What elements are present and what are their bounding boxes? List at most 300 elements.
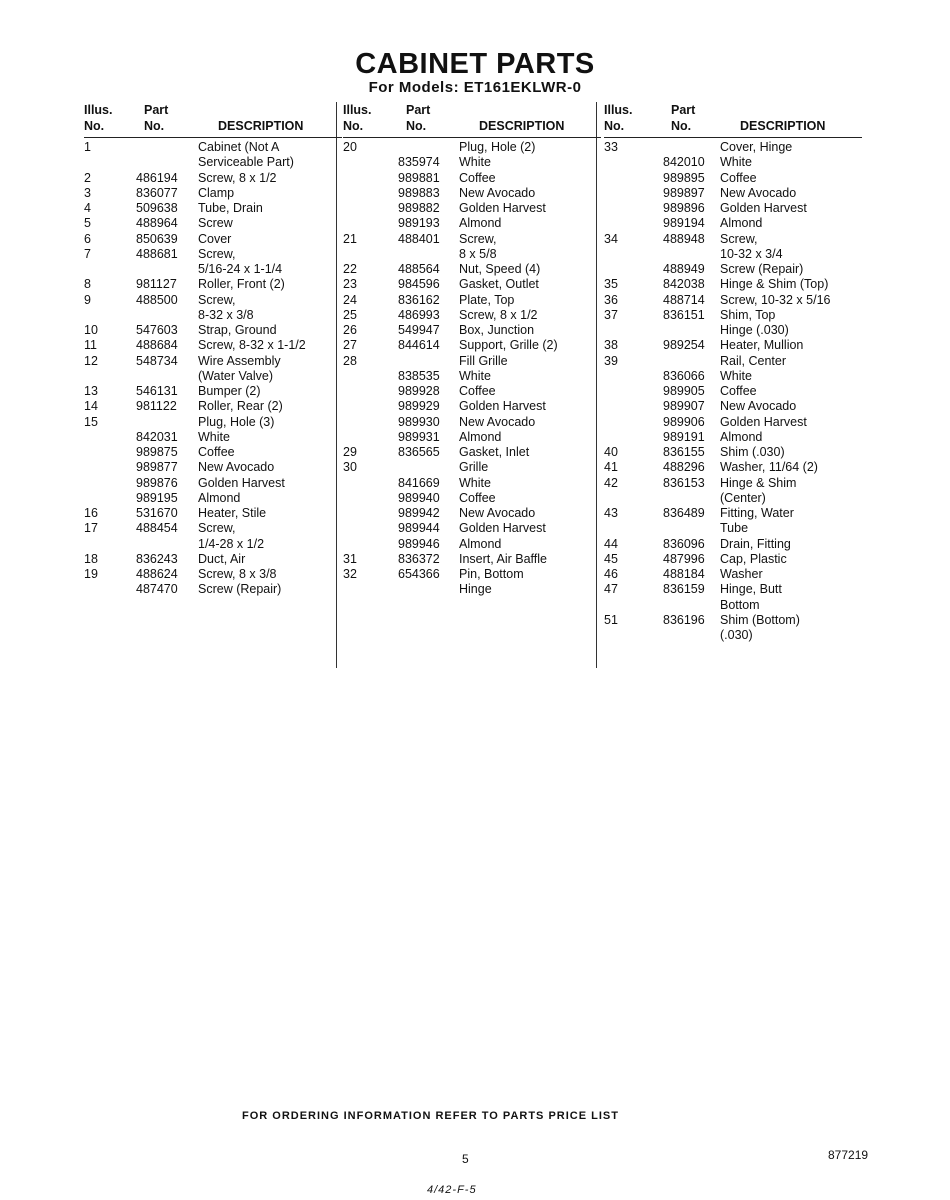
part-description: New Avocado [720, 185, 797, 200]
part-description: Clamp [198, 185, 235, 200]
parts-row [604, 262, 862, 277]
parts-row [604, 277, 862, 292]
parts-row [343, 293, 601, 308]
part-number: 836196 [663, 612, 705, 627]
part-number: 488500 [136, 292, 178, 307]
part-header-no: No. [406, 119, 427, 133]
part-number: 989896 [663, 201, 705, 215]
illus-number: 3 [84, 185, 91, 200]
illus-number: 2 [84, 170, 91, 185]
part-number: 989905 [663, 384, 705, 398]
part-header-no: No. [144, 119, 165, 133]
parts-row [84, 171, 342, 186]
part-number: 989193 [398, 216, 440, 231]
part-description: Nut, Speed (4) [459, 262, 541, 276]
illus-number: 30 [343, 460, 357, 475]
part-description: White [720, 155, 752, 170]
part-description: Almond [720, 216, 763, 231]
part-number: 838535 [398, 368, 440, 383]
part-description: Screw, 8-32 x 1-1/2 [198, 338, 306, 353]
illus-number: 14 [84, 399, 98, 414]
illus-number: 41 [604, 460, 618, 475]
illus-number: 32 [343, 567, 357, 581]
parts-row [343, 262, 601, 277]
part-description: (.030) [720, 628, 753, 642]
part-number: 836096 [663, 536, 705, 551]
part-description: New Avocado [720, 399, 797, 414]
part-description: Coffee [720, 170, 757, 185]
part-number: 989876 [136, 475, 178, 490]
parts-row [604, 537, 862, 552]
part-description: Drain, Fitting [720, 536, 791, 551]
illus-number: 45 [604, 551, 618, 566]
part-header: Part [671, 103, 696, 117]
parts-row [84, 521, 342, 536]
parts-row [604, 415, 862, 430]
part-number: 488184 [663, 567, 705, 581]
part-number: 989946 [398, 536, 440, 551]
document-number: 877219 [828, 1148, 869, 1162]
parts-row [84, 216, 342, 231]
illus-number: 31 [343, 551, 357, 566]
parts-row [604, 582, 862, 597]
part-number: 509638 [136, 201, 178, 215]
column-header [604, 103, 862, 138]
illus-number: 39 [604, 353, 618, 368]
column-header [84, 103, 342, 138]
description-header: DESCRIPTION [479, 119, 565, 133]
parts-row [343, 247, 601, 262]
parts-row [343, 537, 601, 552]
illus-number: 38 [604, 338, 618, 353]
part-description: 1/4-28 x 1/2 [198, 536, 265, 551]
part-description: Coffee [459, 384, 496, 398]
illus-number: 51 [604, 612, 618, 627]
parts-row [604, 598, 862, 613]
part-description: Cover, Hinge [720, 140, 793, 154]
parts-row [343, 552, 601, 567]
part-number: 488714 [663, 292, 705, 307]
illus-header: Illus. [604, 103, 633, 117]
part-number: 989882 [398, 201, 440, 215]
parts-row [343, 460, 601, 475]
part-number: 488964 [136, 216, 178, 231]
part-description: Hinge, Butt [720, 582, 782, 597]
parts-row [604, 247, 862, 262]
page-title: CABINET PARTS [355, 48, 595, 80]
part-number: 850639 [136, 231, 178, 246]
part-number: 989940 [398, 490, 440, 505]
parts-row [343, 171, 601, 186]
parts-row [343, 232, 601, 247]
part-description: White [459, 155, 491, 170]
part-description: 8-32 x 3/8 [198, 307, 254, 322]
parts-row [84, 262, 342, 277]
part-description: Cap, Plastic [720, 551, 787, 566]
part-description: (Water Valve) [198, 368, 274, 383]
parts-row [84, 506, 342, 521]
parts-row [604, 293, 862, 308]
parts-row [343, 323, 601, 338]
part-number: 989875 [136, 445, 178, 459]
part-description: Screw, 8 x 3/8 [198, 567, 277, 581]
part-number: 836243 [136, 551, 178, 566]
part-description: Golden Harvest [459, 521, 546, 536]
part-header: Part [144, 103, 169, 117]
part-number: 549947 [398, 323, 440, 337]
part-description: Shim, Top [720, 307, 776, 322]
part-number: 842031 [136, 429, 178, 444]
parts-row [84, 491, 342, 506]
part-description: Gasket, Outlet [459, 277, 539, 292]
part-number: 989881 [398, 170, 440, 185]
illus-number: 12 [84, 353, 98, 368]
parts-row [84, 293, 342, 308]
parts-row [84, 155, 342, 170]
part-description: Golden Harvest [459, 201, 546, 215]
illus-number: 1 [84, 140, 91, 154]
parts-row [604, 186, 862, 201]
illus-number: 33 [604, 140, 618, 154]
parts-row [604, 552, 862, 567]
part-number: 546131 [136, 384, 178, 398]
part-number: 486194 [136, 170, 178, 185]
parts-row [84, 201, 342, 216]
illus-number: 36 [604, 292, 618, 307]
illus-header-no: No. [343, 119, 364, 133]
part-description: Washer [720, 567, 763, 581]
part-number: 488454 [136, 521, 178, 536]
page-number: 5 [462, 1152, 469, 1166]
part-number: 981122 [136, 399, 177, 414]
parts-row [84, 247, 342, 262]
parts-row [604, 445, 862, 460]
part-number: 836159 [663, 582, 705, 597]
part-description: Screw, 10-32 x 5/16 [720, 292, 831, 307]
part-number: 486993 [398, 307, 440, 322]
model-subtitle: For Models: ET161EKLWR-0 [368, 79, 582, 96]
part-number: 836155 [663, 445, 705, 459]
part-description: Almond [459, 429, 502, 444]
part-description: Hinge (.030) [720, 323, 789, 337]
part-number: 989191 [663, 429, 705, 444]
illus-number: 26 [343, 323, 357, 337]
part-number: 989195 [136, 490, 178, 505]
part-description: Screw [198, 216, 233, 231]
part-number: 487996 [663, 551, 705, 566]
parts-row [84, 308, 342, 323]
part-description: Golden Harvest [720, 201, 807, 215]
illus-number: 4 [84, 201, 91, 215]
part-description: Plug, Hole (3) [198, 414, 275, 429]
part-description: Almond [198, 490, 241, 505]
parts-row [604, 354, 862, 369]
part-description: New Avocado [459, 506, 536, 520]
parts-row [343, 186, 601, 201]
part-description: Coffee [459, 170, 496, 185]
parts-row [343, 476, 601, 491]
illus-number: 43 [604, 506, 618, 520]
illus-number: 6 [84, 231, 91, 246]
parts-row [604, 216, 862, 231]
part-description: Screw, [720, 231, 758, 246]
part-description: Plate, Top [459, 292, 515, 307]
part-number: 989895 [663, 170, 705, 185]
part-description: Golden Harvest [459, 399, 546, 414]
part-description: Cabinet (Not A [198, 140, 280, 154]
part-number: 844614 [398, 338, 440, 353]
part-number: 835974 [398, 155, 440, 170]
parts-row [604, 491, 862, 506]
part-number: 989928 [398, 384, 440, 398]
description-header: DESCRIPTION [740, 119, 826, 133]
illus-number: 46 [604, 567, 618, 581]
illus-number: 20 [343, 140, 357, 154]
illus-number: 37 [604, 307, 618, 322]
part-description: Fitting, Water [720, 506, 794, 520]
parts-row [84, 552, 342, 567]
illus-number: 22 [343, 262, 357, 276]
parts-row [84, 445, 342, 460]
parts-row [84, 567, 342, 582]
parts-row [343, 567, 601, 582]
part-description: Rail, Center [720, 353, 786, 368]
parts-row [604, 628, 862, 643]
illus-number: 11 [84, 338, 97, 353]
part-number: 989944 [398, 521, 440, 536]
parts-row [84, 399, 342, 414]
part-number: 989907 [663, 399, 705, 414]
parts-row [604, 369, 862, 384]
part-number: 487470 [136, 582, 178, 597]
parts-row [84, 277, 342, 292]
part-number: 488624 [136, 567, 178, 581]
part-number: 531670 [136, 506, 178, 520]
parts-row [84, 430, 342, 445]
illus-number: 13 [84, 384, 98, 398]
parts-row [604, 308, 862, 323]
part-description: Heater, Mullion [720, 338, 804, 353]
part-number: 841669 [398, 475, 440, 490]
part-number: 842038 [663, 277, 705, 292]
illus-number: 9 [84, 292, 91, 307]
part-number: 488684 [136, 338, 178, 353]
illus-number: 10 [84, 323, 98, 337]
illus-number: 15 [84, 414, 98, 429]
illus-number: 19 [84, 567, 98, 581]
part-description: Wire Assembly [198, 353, 281, 368]
part-number: 836565 [398, 445, 440, 459]
parts-row [343, 201, 601, 216]
parts-row [604, 201, 862, 216]
illus-number: 16 [84, 506, 98, 520]
parts-row [604, 338, 862, 353]
part-description: Hinge [459, 582, 492, 597]
illus-number: 34 [604, 231, 618, 246]
parts-row [604, 323, 862, 338]
part-number: 547603 [136, 323, 178, 337]
part-description: Plug, Hole (2) [459, 140, 536, 154]
part-description: Box, Junction [459, 323, 535, 337]
parts-row [604, 613, 862, 628]
part-number: 836151 [663, 307, 705, 322]
illus-number: 17 [84, 521, 98, 536]
illus-number: 7 [84, 246, 91, 261]
part-description: Roller, Rear (2) [198, 399, 283, 414]
parts-row [84, 460, 342, 475]
part-description: Bumper (2) [198, 384, 261, 398]
parts-row [343, 140, 601, 155]
illus-number: 47 [604, 582, 618, 597]
parts-row [343, 415, 601, 430]
illus-number: 35 [604, 277, 618, 292]
illus-number: 40 [604, 445, 618, 459]
part-description: Washer, 11/64 (2) [720, 460, 818, 475]
part-description: Heater, Stile [198, 506, 267, 520]
illus-number: 29 [343, 445, 357, 459]
part-description: Hinge & Shim [720, 475, 797, 490]
part-description: Shim (Bottom) [720, 612, 800, 627]
parts-row [604, 506, 862, 521]
part-description: Screw, 8 x 1/2 [459, 307, 538, 322]
part-number: 989930 [398, 414, 440, 429]
part-number: 836153 [663, 475, 705, 490]
part-number: 981127 [136, 277, 177, 292]
part-number: 836077 [136, 185, 178, 200]
part-description: Bottom [720, 597, 760, 612]
part-number: 836066 [663, 368, 705, 383]
illus-number: 8 [84, 277, 91, 292]
parts-row [343, 338, 601, 353]
part-description: Almond [720, 429, 763, 444]
parts-row [604, 384, 862, 399]
part-description: Coffee [720, 384, 757, 398]
part-number: 989931 [398, 429, 440, 444]
part-description: Tube, Drain [198, 201, 263, 215]
parts-row [343, 445, 601, 460]
part-number: 836489 [663, 506, 705, 520]
illus-number: 21 [343, 231, 357, 246]
parts-row [604, 430, 862, 445]
part-number: 548734 [136, 353, 178, 368]
parts-row [343, 430, 601, 445]
ordering-info-footer: FOR ORDERING INFORMATION REFER TO PARTS PRICE LIST [242, 1110, 619, 1122]
part-description: White [198, 429, 230, 444]
part-description: New Avocado [198, 460, 275, 475]
part-number: 488949 [663, 262, 705, 276]
illus-number: 5 [84, 216, 91, 231]
parts-row [84, 186, 342, 201]
parts-row [343, 216, 601, 231]
part-description: 8 x 5/8 [459, 246, 497, 261]
part-description: White [459, 368, 491, 383]
parts-row [604, 171, 862, 186]
part-description: Golden Harvest [720, 414, 807, 429]
description-header: DESCRIPTION [218, 119, 304, 133]
part-description: Screw, [198, 292, 236, 307]
parts-row [343, 582, 601, 597]
part-description: Screw, 8 x 1/2 [198, 170, 277, 185]
parts-row [604, 567, 862, 582]
part-description: Duct, Air [198, 551, 246, 566]
part-number: 654366 [398, 567, 440, 581]
part-number: 842010 [663, 155, 705, 170]
part-description: Screw, [459, 231, 497, 246]
part-description: Tube [720, 521, 749, 536]
part-description: Almond [459, 216, 502, 231]
part-description: New Avocado [459, 414, 536, 429]
part-number: 989906 [663, 414, 705, 429]
parts-row [604, 399, 862, 414]
illus-number: 28 [343, 353, 357, 368]
part-description: (Center) [720, 490, 766, 505]
parts-row [343, 308, 601, 323]
part-number: 989897 [663, 185, 705, 200]
parts-row [343, 384, 601, 399]
part-description: Screw (Repair) [720, 262, 804, 276]
part-description: 5/16-24 x 1-1/4 [198, 262, 283, 276]
column-header [343, 103, 601, 138]
parts-row [84, 354, 342, 369]
part-number: 488296 [663, 460, 705, 475]
part-number: 989194 [663, 216, 705, 231]
illus-header: Illus. [84, 103, 113, 117]
part-description: Almond [459, 536, 502, 551]
illus-number: 24 [343, 292, 357, 307]
part-description: Coffee [459, 490, 496, 505]
part-description: New Avocado [459, 185, 536, 200]
part-description: White [720, 368, 752, 383]
parts-row [343, 399, 601, 414]
part-header-no: No. [671, 119, 692, 133]
parts-row [604, 140, 862, 155]
part-number: 989883 [398, 185, 440, 200]
part-number: 488401 [398, 231, 440, 246]
part-number: 488948 [663, 231, 705, 246]
part-description: Fill Grille [459, 353, 508, 368]
parts-row [604, 476, 862, 491]
parts-row [84, 582, 342, 597]
parts-row [604, 460, 862, 475]
part-description: Cover [198, 231, 232, 246]
parts-row [604, 232, 862, 247]
parts-row [84, 384, 342, 399]
part-number: 488681 [136, 246, 178, 261]
parts-row [343, 155, 601, 170]
parts-row [84, 369, 342, 384]
part-description: Screw, [198, 246, 236, 261]
part-description: White [459, 475, 491, 490]
parts-row [343, 491, 601, 506]
part-description: Coffee [198, 445, 235, 459]
part-number: 989877 [136, 460, 178, 475]
illus-number: 23 [343, 277, 357, 292]
parts-row [84, 140, 342, 155]
parts-column-3 [604, 103, 862, 643]
parts-row [343, 369, 601, 384]
parts-row [84, 415, 342, 430]
parts-row [604, 155, 862, 170]
parts-row [84, 232, 342, 247]
parts-row [343, 354, 601, 369]
part-description: Hinge & Shim (Top) [720, 277, 829, 292]
parts-column-2 [343, 103, 601, 598]
part-number: 836162 [398, 292, 440, 307]
part-description: Screw, [198, 521, 236, 536]
part-number: 989254 [663, 338, 705, 353]
illus-header: Illus. [343, 103, 372, 117]
illus-number: 27 [343, 338, 357, 353]
